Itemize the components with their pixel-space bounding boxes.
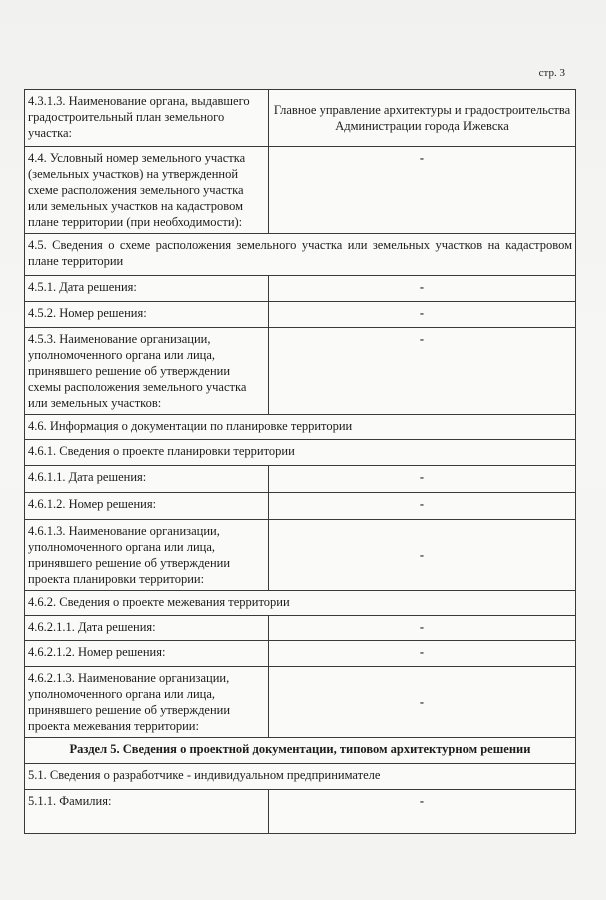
row-label: 4.6.1.1. Дата решения: xyxy=(25,466,269,493)
section-5-heading: Раздел 5. Сведения о проектной документации, типовом архитектурном решении xyxy=(25,738,576,764)
table-row xyxy=(25,276,576,302)
empty-value-dash: - xyxy=(419,548,425,562)
table-row xyxy=(25,234,576,276)
empty-value-dash: - xyxy=(419,332,425,346)
table-row xyxy=(25,764,576,790)
section-heading: 4.6.2. Сведения о проекте межевания территории xyxy=(25,591,576,616)
row-label: 5.1.1. Фамилия: xyxy=(25,790,269,834)
empty-value-dash: - xyxy=(419,695,425,709)
table-row xyxy=(25,493,576,520)
empty-value-dash: - xyxy=(419,280,425,294)
table-row xyxy=(25,667,576,738)
row-value xyxy=(269,520,576,591)
row-value xyxy=(269,302,576,328)
section-heading: 4.5. Сведения о схеме расположения земельного участка или земельных участков на кадастровом плане территории xyxy=(25,234,576,276)
row-value xyxy=(269,276,576,302)
row-value xyxy=(269,667,576,738)
table-row xyxy=(25,328,576,415)
table-row xyxy=(25,440,576,466)
row-value xyxy=(269,466,576,493)
row-label: 4.6.2.1.3. Наименование организации, уполномоченного органа или лица, принявшего решение об утверждении проекта межевания территории: xyxy=(25,667,269,738)
row-label: 4.4. Условный номер земельного участка (земельных участков) на утвержденной схеме расположения земельного участка или земельных участков на кадастровом плане территории (при необходимости): xyxy=(25,147,269,234)
row-value xyxy=(269,641,576,667)
row-value xyxy=(269,493,576,520)
row-value xyxy=(269,790,576,834)
empty-value-dash: - xyxy=(419,620,425,634)
empty-value-dash: - xyxy=(419,645,425,659)
row-value xyxy=(269,328,576,415)
row-label: 4.6.1.2. Номер решения: xyxy=(25,493,269,520)
section-heading: 4.6.1. Сведения о проекте планировки территории xyxy=(25,440,576,466)
row-label: 4.5.2. Номер решения: xyxy=(25,302,269,328)
table-row xyxy=(25,591,576,616)
row-label: 4.3.1.3. Наименование органа, выдавшего градостроительный план земельного участка: xyxy=(25,90,269,147)
row-value: Главное управление архитектуры и градостроительства Администрации города Ижевска xyxy=(269,90,576,147)
table-row xyxy=(25,415,576,440)
row-label: 4.6.2.1.1. Дата решения: xyxy=(25,616,269,641)
table-row xyxy=(25,790,576,834)
row-value xyxy=(269,147,576,234)
table-row xyxy=(25,90,576,147)
table-row xyxy=(25,738,576,764)
empty-value-dash: - xyxy=(419,306,425,320)
table-row xyxy=(25,520,576,591)
row-label: 4.6.1.3. Наименование организации, уполномоченного органа или лица, принявшего решение об утверждении проекта планировки территории: xyxy=(25,520,269,591)
section-heading: 5.1. Сведения о разработчике - индивидуальном предпринимателе xyxy=(25,764,576,790)
row-value xyxy=(269,616,576,641)
table-row xyxy=(25,641,576,667)
empty-value-dash: - xyxy=(419,151,425,165)
table-row xyxy=(25,616,576,641)
page-number: стр. 3 xyxy=(538,67,565,79)
row-label: 4.5.1. Дата решения: xyxy=(25,276,269,302)
row-label: 4.6.2.1.2. Номер решения: xyxy=(25,641,269,667)
form-table xyxy=(24,89,576,834)
row-label: 4.5.3. Наименование организации, уполномоченного органа или лица, принявшего решение об утверждении схемы расположения земельного участка или земельных участков: xyxy=(25,328,269,415)
table-row xyxy=(25,147,576,234)
empty-value-dash: - xyxy=(419,794,425,808)
empty-value-dash: - xyxy=(419,497,425,511)
table-row xyxy=(25,466,576,493)
section-heading: 4.6. Информация о документации по планировке территории xyxy=(25,415,576,440)
table-row xyxy=(25,302,576,328)
empty-value-dash: - xyxy=(419,470,425,484)
